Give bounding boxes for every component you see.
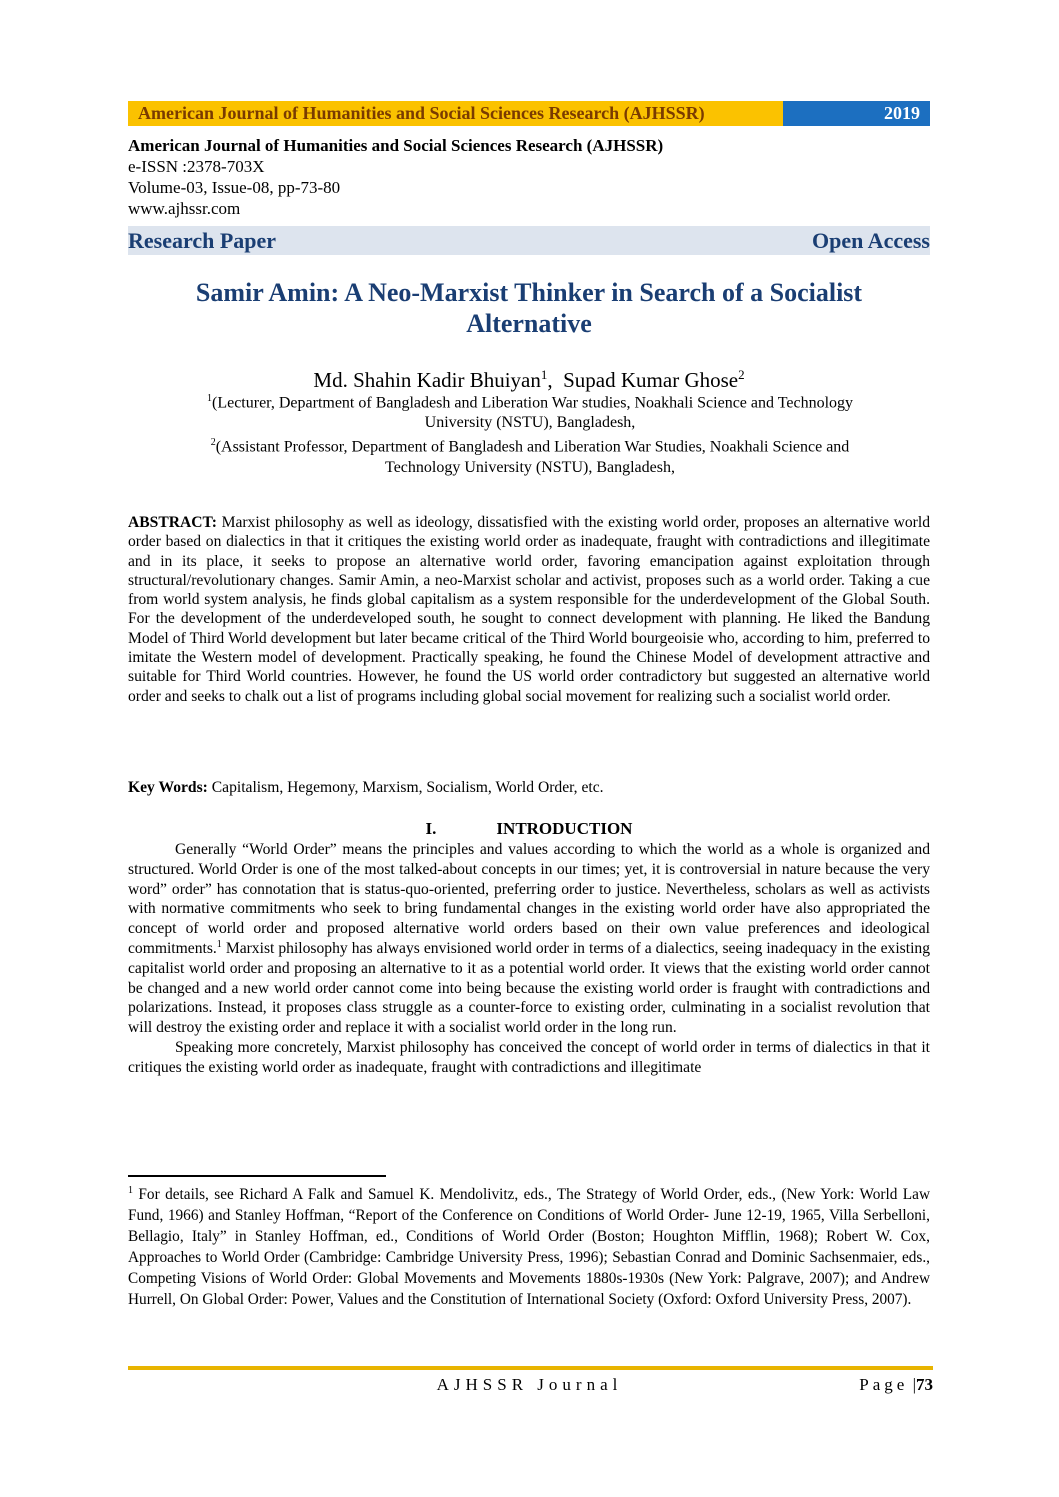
meta-journal-name: American Journal of Humanities and Social Sciences Research (AJHSSR) bbox=[128, 136, 664, 155]
footer-rule bbox=[128, 1366, 933, 1370]
header-year: 2019 bbox=[884, 103, 920, 123]
affiliation-2-text: (Assistant Professor, Department of Bangladesh and Liberation War Studies, Noakhali Science and bbox=[215, 438, 850, 456]
author-2: Supad Kumar Ghose bbox=[563, 368, 739, 392]
header-year-cell bbox=[783, 101, 930, 126]
affiliation-2-line-1 bbox=[150, 433, 910, 457]
affiliation-1-text: (Lecturer, Department of Bangladesh and Liberation War studies, Noakhali Science and Technology bbox=[211, 394, 854, 412]
affiliation-1-line-1 bbox=[150, 389, 910, 413]
paper-type-band bbox=[128, 226, 930, 255]
section-heading bbox=[128, 819, 930, 839]
footer-page bbox=[859, 1375, 933, 1395]
body-text bbox=[128, 840, 930, 1078]
section-number: I. bbox=[425, 819, 437, 838]
affiliation-1-line-2: University (NSTU), Bangladesh, bbox=[424, 414, 636, 432]
header-journal-name: American Journal of Humanities and Social Sciences Research (AJHSSR) bbox=[138, 103, 705, 123]
publication-meta bbox=[128, 135, 930, 219]
abstract-text: Marxist philosophy as well as ideology, dissatisfied with the existing world order, proposes an alternative world order based on dialectics in that it critiques the existing world order as inadequate, fraught with contradictions and illegitimate and in its place, it seeks to propose an alternative world order, favoring emancipation against exploitation through structural/revolutionary changes. Samir Amin, a neo-Marxist scholar and activist, proposes such as a world order. Taking a cue from world system analysis, he finds global capitalism as a system responsible for the underdevelopment of the Global South. For the development of the underdeveloped south, he sought to connect development with planning. He liked the Bandung Model of Third World development but later became critical of the Third World bourgeoisie who, according to him, preferred to imitate the Western model of development. Practically speaking, he found the Chinese Model of development attractive and suitable for Third World countries. However, he found the US world order contradictory but suggested an alternative world order and seeks to chalk out a list of programs including global social movement for realizing such a socialist world order. bbox=[128, 514, 930, 705]
footnote-1-marker: 1 bbox=[128, 1184, 133, 1196]
affiliations bbox=[150, 389, 910, 478]
paper-type-label: Research Paper bbox=[128, 227, 277, 253]
paper-title-line-1: Samir Amin: A Neo-Marxist Thinker in Search of a Socialist bbox=[195, 278, 863, 307]
footer-journal: AJHSSR Journal bbox=[436, 1375, 623, 1394]
paper-title bbox=[128, 277, 930, 339]
meta-website: www.ajhssr.com bbox=[128, 199, 241, 218]
footnote-ref-1[interactable]: 1 bbox=[216, 938, 222, 950]
author-1-marker: 1 bbox=[540, 367, 548, 382]
paper-title-line-2: Alternative bbox=[466, 309, 592, 338]
paragraph-1-part-a: Generally “World Order” means the principles and values according to which the world as a whole is organized and structured. World Order is one of the most talked-about concepts in our times; yet, it is controversial in nature because the very word” order” has connotation that is status-quo-oriented, preferring order to justice. Nevertheless, scholars as well as activists with normative commitments who seek to bring fundamental changes in the existing world order have also appropriated the concept of world order and proposed alternative world orders based on their own value preferences and ideological commitments. bbox=[128, 841, 930, 957]
abstract-label: ABSTRACT: bbox=[128, 514, 217, 531]
footnote-1 bbox=[128, 1184, 930, 1310]
running-header bbox=[128, 101, 930, 126]
affiliation-2-line-2: Technology University (NSTU), Bangladesh, bbox=[385, 458, 675, 476]
paragraph-1-part-b: Marxist philosophy has always envisioned world order in terms of a dialectics, seeing inadequacy in the existing capitalist world order and proposing an alternative to it as a potential world order. It views that the existing world order cannot be changed and a new world order cannot come into being because the existing world order is fraught with contradictions and polarizations. Instead, it proposes class struggle as a counter-force to existing order, culminating in a socialist revolution that will destroy the existing order and replace it with a socialist world order in the long run. bbox=[128, 939, 930, 1037]
author-list: Md. Shahin Kadir Bhuiyan$^1$, Supad Kumar Ghose$^2$ bbox=[313, 367, 745, 392]
footnote-separator bbox=[128, 1175, 386, 1177]
affiliation-1-marker: 1 bbox=[206, 393, 212, 404]
author-1: Md. Shahin Kadir Bhuiyan bbox=[313, 368, 541, 392]
abstract bbox=[128, 513, 930, 706]
access-type-label: Open Access bbox=[812, 227, 930, 253]
affiliation-2-marker: 2 bbox=[210, 437, 216, 449]
paragraph-1 bbox=[128, 840, 930, 1038]
keywords bbox=[128, 778, 930, 797]
footer-page-label: Page bbox=[859, 1375, 909, 1394]
keywords-label: Key Words: bbox=[128, 779, 208, 796]
footer-separator: | bbox=[912, 1375, 916, 1394]
author-2-marker: 2 bbox=[738, 367, 745, 382]
paragraph-2: Speaking more concretely, Marxist philosophy has conceived the concept of world order in terms of dialectics in that it critiques the existing world order as inadequate, fraught with contradictions and illegitimate bbox=[128, 1038, 930, 1076]
meta-issn: e-ISSN :2378-703X bbox=[128, 157, 265, 176]
keywords-text: Capitalism, Hegemony, Marxism, Socialism, World Order, etc. bbox=[207, 779, 604, 796]
section-title: INTRODUCTION bbox=[496, 819, 633, 838]
footnote-1-text: For details, see Richard A Falk and Samuel K. Mendolivitz, eds., The Strategy of World Order, eds., (New York: World Law Fund, 1966) and Stanley Hoffman, “Report of the Conference on Conditions of World Order- June 12-19, 1965, Villa Serbelloni, Bellagio, Italy” in Stanley Hoffman, ed., Conditions of World Order (Boston; Houghton Mifflin, 1968); Robert W. Cox, Approaches to World Order (Cambridge: Cambridge University Press, 1996); Sebastian Conrad and Dominic Sachsenmaier, eds., Competing Visions of World Order: Global Movements and Movements 1880s-1930s (New York: Palgrave, 2007); and Andrew Hurrell, On Global Order: Power, Values and the Constitution of International Society (Oxford: Oxford University Press, 2007). bbox=[128, 1186, 930, 1308]
footer-page-number: 73 bbox=[916, 1375, 933, 1394]
meta-volume: Volume-03, Issue-08, pp-73-80 bbox=[128, 178, 341, 197]
header-journal-cell bbox=[128, 101, 783, 126]
